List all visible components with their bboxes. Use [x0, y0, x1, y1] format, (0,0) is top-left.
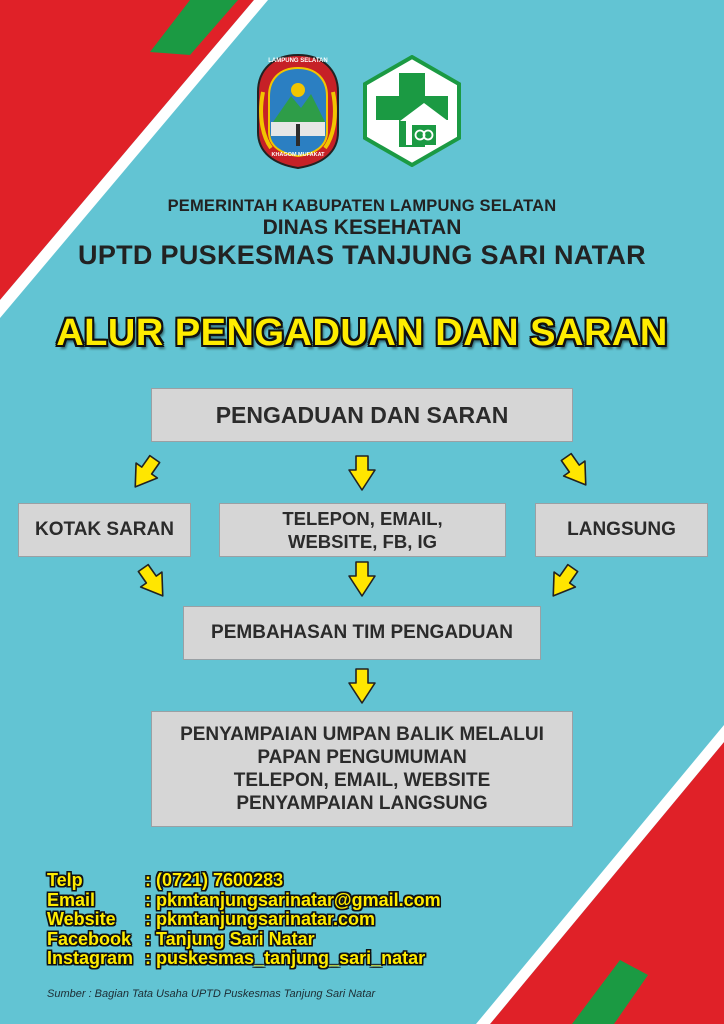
department-name: DINAS KESEHATAN [262, 216, 462, 239]
emblem-top-text: LAMPUNG SELATAN [268, 58, 328, 64]
discussion-label: PEMBAHASAN TIM PENGADUAN [211, 622, 513, 643]
puskesmas-logo-icon [362, 55, 462, 167]
feedback-line: PENYAMPAIAN UMPAN BALIK MELALUI [180, 724, 544, 745]
contact-row-instagram [47, 949, 441, 969]
contact-value: : (0721) 7600283 [145, 870, 284, 890]
channel-suggestion-label: KOTAK SARAN [35, 519, 174, 540]
channel-online-box [219, 503, 506, 557]
discussion-box [183, 606, 541, 660]
flow-start-label: PENGADUAN DAN SARAN [215, 401, 509, 428]
contact-list [47, 871, 441, 969]
contact-row-phone [47, 871, 441, 891]
channel-direct-box [535, 503, 708, 557]
contact-value: : Tanjung Sari Natar [145, 928, 315, 949]
contact-label: Website [47, 909, 116, 929]
contact-value: : puskesmas_tanjung_sari_natar [145, 948, 426, 968]
contact-row-website [47, 910, 441, 930]
channel-direct-label: LANGSUNG [567, 519, 676, 540]
contact-row-email [47, 891, 441, 911]
feedback-box [151, 711, 573, 827]
contact-value: : pkmtanjungsarinatar@gmail.com [145, 889, 441, 910]
poster-title: ALUR PENGADUAN DAN SARAN [56, 312, 668, 354]
contact-row-facebook [47, 930, 441, 950]
unit-name: UPTD PUSKESMAS TANJUNG SARI NATAR [78, 240, 646, 270]
contact-label: Instagram [47, 948, 134, 968]
contact-label: Facebook [47, 928, 132, 949]
flow-start-box [151, 388, 573, 442]
government-name: PEMERINTAH KABUPATEN LAMPUNG SELATAN [167, 197, 557, 215]
contact-label: Telp [47, 870, 83, 890]
feedback-line: PENYAMPAIAN LANGSUNG [236, 793, 488, 814]
contact-value: : pkmtanjungsarinatar.com [145, 909, 376, 929]
feedback-line: TELEPON, EMAIL, WEBSITE [233, 770, 491, 791]
channel-online-line: WEBSITE, FB, IG [287, 531, 438, 552]
channel-online-line: TELEPON, EMAIL, [282, 508, 443, 529]
contact-label: Email [47, 889, 96, 910]
source-note: Sumber : Bagian Tata Usaha UPTD Puskesmas Tanjung Sari Natar [47, 988, 376, 1000]
emblem-bottom-text: KHAGOM MUFAKAT [271, 152, 325, 158]
channel-suggestion-box [18, 503, 191, 557]
feedback-line: PAPAN PENGUMUMAN [257, 747, 467, 768]
